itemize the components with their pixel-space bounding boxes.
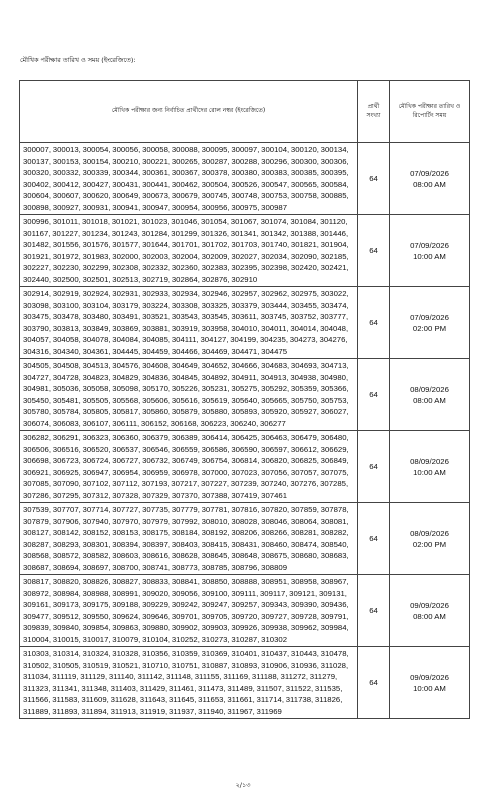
table-header-row — [20, 81, 470, 143]
exam-date: 09/09/2026 — [410, 672, 449, 682]
exam-time: 10:00 AM — [413, 251, 446, 261]
candidate-count-cell: 64 — [358, 503, 390, 575]
table-row — [20, 143, 470, 215]
roll-numbers-cell: 306282, 306291, 306323, 306360, 306379, 306389, 306414, 306425, 306463, 306479, 306480, 306506, 306516, 306520, 306537, 306546, 306559, 306586, 306590, 306597, 306612, 306629, 306698, 306723, 306724, 306727, 306732, 306749, 306754, 306814, 306820, 306825, 306849, 306921, 306925, 306947, 306954, 306959, 306978, 307000, 307023, 307056, 307057, 307075, 307085, 307090, 307102, 307112, 307193, 307217, 307227, 307239, 307240, 307276, 307285, 307286, 307295, 307312, 307328, 307329, 307370, 307388, 307419, 307461 — [20, 431, 358, 503]
exam-date: 07/09/2026 — [410, 312, 449, 322]
roll-numbers-cell: 300007, 300013, 300054, 300056, 300058, 300088, 300095, 300097, 300104, 300120, 300134, 300137, 300153, 300154, 300210, 300221, 300265, 300287, 300288, 300296, 300300, 300306, 300320, 300332, 300339, 300344, 300361, 300367, 300378, 300380, 300383, 300385, 300395, 300402, 300412, 300427, 300431, 300441, 300462, 300504, 300526, 300547, 300565, 300584, 300604, 300607, 300620, 300649, 300673, 300679, 300745, 300748, 300753, 300758, 300885, 300898, 300927, 300931, 300941, 300947, 300954, 300956, 300975, 300987 — [20, 143, 358, 215]
header-roll-numbers: মৌখিক পরীক্ষার জন্য নির্বাচিত প্রার্থীদের রোল নম্বর (ইংরেজিতে) — [20, 81, 358, 143]
date-time-cell — [390, 431, 470, 503]
header-candidate-count: প্রার্থী সংখ্যা — [358, 81, 390, 143]
exam-date: 07/09/2026 — [410, 240, 449, 250]
roll-numbers-cell: 300996, 301011, 301018, 301021, 301023, 301046, 301054, 301067, 301074, 301084, 301120, 301167, 301227, 301234, 301243, 301284, 301299, 301326, 301341, 301342, 301388, 301446, 301482, 301556, 301576, 301577, 301644, 301701, 301702, 301703, 301740, 301821, 301904, 301921, 301972, 301983, 302000, 302003, 302004, 302009, 302027, 302034, 302090, 302185, 302227, 302230, 302299, 302308, 302332, 302360, 302383, 302395, 302398, 302420, 302421, 302440, 302500, 302501, 302513, 302719, 302864, 302876, 302910 — [20, 215, 358, 287]
roll-numbers-cell: 308817, 308820, 308826, 308827, 308833, 308841, 308850, 308888, 308951, 308958, 308967, 308972, 308984, 308988, 308991, 309020, 309056, 309100, 309111, 309117, 309121, 309131, 309161, 309173, 309175, 309188, 309229, 309242, 309247, 309257, 309343, 309390, 309436, 309477, 309512, 309550, 309624, 309646, 309701, 309705, 309720, 309727, 309728, 309791, 309839, 309840, 309854, 309863, 309880, 309902, 309903, 309926, 309938, 309962, 309984, 310004, 310015, 310017, 310079, 310104, 310252, 310273, 310287, 310302 — [20, 575, 358, 647]
roll-numbers-cell: 304505, 304508, 304513, 304576, 304608, 304649, 304652, 304666, 304683, 304693, 304713, 304727, 304728, 304823, 304829, 304836, 304845, 304892, 304911, 304913, 304938, 304980, 304981, 305036, 305058, 305098, 305170, 305226, 305231, 305275, 305292, 305359, 305366, 305450, 305481, 305505, 305568, 305606, 305616, 305619, 305640, 305665, 305750, 305753, 305780, 305784, 305805, 305817, 305860, 305879, 305880, 305893, 305920, 305927, 306027, 306074, 306083, 306107, 306111, 306152, 306168, 306223, 306240, 306277 — [20, 359, 358, 431]
exam-time: 08:00 AM — [413, 179, 446, 189]
candidate-count-cell: 64 — [358, 431, 390, 503]
exam-time: 02:00 PM — [412, 539, 447, 549]
candidate-count-cell: 64 — [358, 575, 390, 647]
page-number: ২/১৩ — [235, 781, 251, 789]
candidate-count-cell: 64 — [358, 359, 390, 431]
exam-time: 10:00 AM — [413, 683, 446, 693]
exam-time: 08:00 AM — [413, 395, 446, 405]
exam-date: 08/09/2026 — [410, 384, 449, 394]
table-row — [20, 287, 470, 359]
roll-numbers-cell: 310303, 310314, 310324, 310328, 310356, 310359, 310369, 310401, 310437, 310443, 310478, 310502, 310505, 310519, 310521, 310710, 310751, 310887, 310893, 310906, 310936, 311028, 311034, 311119, 311129, 311140, 311142, 311148, 311155, 311169, 311188, 311272, 311279, 311323, 311341, 311348, 311403, 311429, 311461, 311473, 311489, 311507, 311522, 311535, 311566, 311583, 311609, 311628, 311643, 311645, 311653, 311661, 311714, 311738, 311826, 311889, 311893, 311894, 311913, 311919, 311937, 311940, 311967, 311969 — [20, 647, 358, 719]
candidate-count-cell: 64 — [358, 647, 390, 719]
page-heading: মৌখিক পরীক্ষার তারিখ ও সময় (ইংরেজিতে): — [20, 56, 136, 64]
date-time-cell — [390, 359, 470, 431]
table-row — [20, 647, 470, 719]
exam-time: 02:00 PM — [412, 323, 447, 333]
date-time-cell — [390, 215, 470, 287]
table-row — [20, 359, 470, 431]
candidate-count-cell: 64 — [358, 143, 390, 215]
candidate-count-cell: 64 — [358, 215, 390, 287]
table-row — [20, 215, 470, 287]
interview-schedule-table — [19, 80, 470, 719]
date-time-cell — [390, 287, 470, 359]
date-time-cell — [390, 647, 470, 719]
table-row — [20, 431, 470, 503]
exam-time: 10:00 AM — [413, 467, 446, 477]
exam-date: 09/09/2026 — [410, 600, 449, 610]
header-date-time: মৌখিক পরীক্ষার তারিখ ও রিপোর্টিং সময় — [390, 81, 470, 143]
date-time-cell — [390, 503, 470, 575]
roll-numbers-cell: 302914, 302919, 302924, 302931, 302933, 302934, 302946, 302957, 302962, 302975, 303022, 303098, 303100, 303104, 303179, 303224, 303308, 303325, 303379, 303444, 303455, 303474, 303475, 303478, 303480, 303491, 303521, 303543, 303545, 303611, 303745, 303752, 303777, 303790, 303813, 303849, 303869, 303881, 303919, 303958, 304010, 304011, 304014, 304048, 304057, 304058, 304078, 304084, 304085, 304111, 304127, 304199, 304235, 304273, 304276, 304316, 304340, 304361, 304445, 304459, 304466, 304469, 304471, 304475 — [20, 287, 358, 359]
table-row — [20, 575, 470, 647]
exam-time: 08:00 AM — [413, 611, 446, 621]
date-time-cell — [390, 575, 470, 647]
roll-numbers-cell: 307539, 307707, 307714, 307727, 307735, 307779, 307781, 307816, 307820, 307859, 307878, 307879, 307906, 307940, 307970, 307979, 307992, 308010, 308028, 308046, 308064, 308081, 308127, 308142, 308152, 308153, 308175, 308184, 308192, 308206, 308266, 308281, 308282, 308287, 308293, 308301, 308394, 308397, 308403, 308415, 308431, 308460, 308474, 308540, 308568, 308572, 308582, 308603, 308616, 308628, 308645, 308648, 308675, 308680, 308683, 308687, 308694, 308697, 308700, 308741, 308773, 308785, 308796, 308809 — [20, 503, 358, 575]
exam-date: 08/09/2026 — [410, 528, 449, 538]
table-row — [20, 503, 470, 575]
exam-date: 07/09/2026 — [410, 168, 449, 178]
exam-date: 08/09/2026 — [410, 456, 449, 466]
date-time-cell — [390, 143, 470, 215]
candidate-count-cell: 64 — [358, 287, 390, 359]
